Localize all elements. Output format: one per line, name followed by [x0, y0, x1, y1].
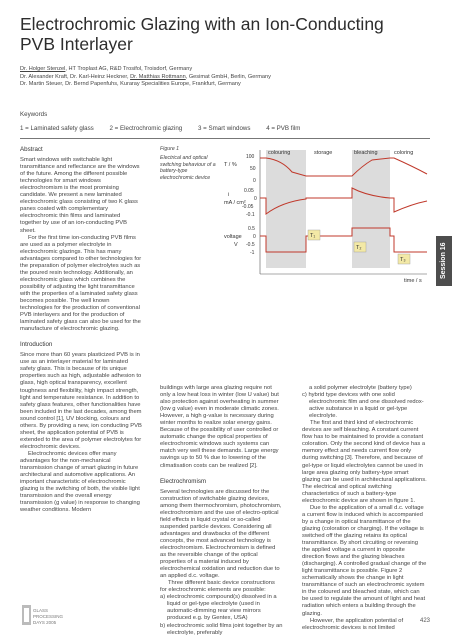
author-affiliation-2: , Gesimat GmbH, Berlin, Germany: [185, 73, 271, 80]
keywords-heading: Keywords: [20, 111, 48, 118]
keyword: 2 = Electrochromic glazing: [109, 125, 183, 132]
t-tick: 50: [250, 166, 256, 172]
x-axis-label: time / s: [404, 278, 422, 284]
electrochromism-heading: Electrochromism: [160, 477, 207, 485]
body-paragraph: Three different basic device constructions for electrochromic elements are possible:: [160, 580, 275, 594]
figure-caption: [160, 146, 220, 181]
column-1: [20, 146, 143, 514]
i-tick: 0: [254, 196, 257, 202]
svg-text:DAYS 2005: DAYS 2005: [33, 620, 57, 625]
authors-gesimat: Dr. Alexander Kraft, Dr. Karl-Heinz Heckner,: [20, 73, 131, 80]
abstract-paragraph: Smart windows with switchable light transmittance and reflectance are the windows of the future. Among the different possible technologies for smart windows electrochromism is the most promising candidate. We present a new laminated electrochromic glass consisting of two K glass panes coated with complementary electrochromic thin films and laminated together by use of an ion-conducting PVB sheet.: [20, 157, 140, 234]
phase-label: bleaching: [354, 150, 378, 156]
t-axis-label: T / %: [224, 162, 237, 168]
phase-band-colouring: [266, 150, 306, 268]
author-stenzel: Dr. Holger Stenzel: [20, 66, 66, 72]
body-paragraph: Due to the application of a small d.c. voltage a current flow is induced which is accompanied by a change in optical transmittance of the glazing (coloration or charging). If the voltage is switched off the glazing retains its optical transmittance. By short circuiting or reversing the applied voltage a current in opposite direction flows and the glazing bleaches (discharging). A controlled gradual change of the light transmittance is possible. Figure 2 schematically shows the change in light transmittance of such an electrochromic system in the coloured and bleached state, which can be used to regulate the amount of light and heat radiation which enters a building through the glazing.: [302, 504, 427, 617]
introduction-heading: Introduction: [20, 341, 53, 349]
marker-label: T₂: [356, 245, 362, 251]
authors-kuraray: Dr. Martin Steuer, Dr. Bernd Papenfuhs, Kuraray Specialities Europe, Frankfurt, Germany: [20, 81, 241, 87]
column-3: [302, 385, 427, 632]
body-paragraph: Several technologies are discussed for the construction of switchable glazing devices, among them thermochromism, photochromism, electrochromism and the use of electro-optical field effects in liquid crystal or so-called suspended particle devices. Considering all advantages and drawbacks of the different concepts, the most advanced technology is electrochromism. Electrochromism is defined as the reversible change of the optical properties of a material induced by electrochemical oxidation and reduction due to an applied d.c. voltage.: [160, 488, 282, 580]
introduction-paragraph: Since more than 60 years plasticized PVB is in use as an interlayer material for laminated safety glass. This is because of its unique properties such as high, adjustable adhesion to glass, high optical transparency, excellent toughness and flexibility, high impact strength, light and temperature resistance. In addition to safety glass features, other functionalities have been included in the last decades, among them sound control [1], UV blocking, colours and others. By providing a new, ion conducting PVB sheet, the application potential of PVB is extended to the area of polymer electrolytes for electrochromic devices.: [20, 352, 142, 450]
t-tick: 0: [253, 178, 256, 184]
paper-title: Electrochromic Glazing with an Ion-Conducting PVB Interlayer: [20, 14, 384, 54]
v-tick: -0.5: [246, 242, 255, 248]
body-paragraph: buildings with large area glazing require not only a low heat loss in winter (low U value) but also protection against overheating in summer (low g value) even in moderate climatic zones. However, a high g-value is necessary during winter months to realize solar energy gains. Because of the possibility of user controlled or automatic change the optical properties of electrochromic windows such systems can match very well these demands. Large energy savings up to 50 % due to lowering of the climatisation costs can be realized [2].: [160, 385, 279, 469]
body-paragraph: However, the application potential of electrochromic devices is not limited: [302, 617, 404, 631]
session-tab: Session 16: [436, 236, 452, 286]
i-tick: -0.1: [246, 212, 255, 218]
phase-label: colouring: [268, 150, 291, 156]
abstract-paragraph: For the first time ion-conducting PVB films are used as a polymer electrolyte in electrochromic glazings. This has many advantages compared to other technologies for the preparation of polymer electrolytes such as the poured resin technology. Additionally, an electrochromic glass which combines the possibility of adjusting the light transmittance with the properties of a laminated safety glass becomes possible. The well known technologies for the production of conventional PVB interlayers and for the production of laminated safety glass can also be used for the manufacture of electrochromic glazing.: [20, 234, 142, 333]
list-item-continued: a solid polymer electrolyte (battery type): [309, 385, 412, 391]
keyword: 1 = Laminated safety glass: [20, 125, 94, 132]
svg-text:GLASS: GLASS: [33, 608, 49, 613]
author-list: [20, 66, 420, 89]
author-rottmann: Dr. Matthias Rottmann: [130, 73, 186, 80]
abstract-heading: Abstract: [20, 146, 43, 153]
svg-text:PROCESSING: PROCESSING: [33, 614, 64, 619]
phase-label: storage: [314, 150, 333, 156]
marker-label: T₃: [400, 257, 406, 263]
i-tick: -0.05: [242, 204, 254, 210]
keyword: 3 = Smart windows: [198, 125, 251, 132]
list-item: c) hybrid type devices with one solid electrochromic film and one dissolved redox-active substance in a liquid or gel-type electrolyte.: [302, 392, 424, 420]
v-tick: 0: [253, 234, 256, 240]
keywords-list: [20, 125, 430, 132]
i-axis-label: mA / cm²: [224, 200, 246, 206]
author-affiliation-1: , HT Troplast AG, R&D Trosifol, Troisdorf, Germany: [65, 66, 193, 72]
v-axis-label: voltage: [224, 234, 242, 240]
i-tick: 0.05: [244, 188, 254, 194]
divider: [20, 138, 430, 139]
phase-label: coloring: [394, 150, 414, 156]
v-unit: V: [234, 242, 238, 248]
marker-label: T₁: [310, 233, 316, 239]
introduction-paragraph: Electrochromic devices offer many advantages for the non-mechanical transmission change of smart glazing in future architectural and automotive applications. An important characteristic of electrochromic glazing is the switching of both, the visible light transmission and the overall energy transmission (g value) in response to changing weather conditions. Modern: [20, 450, 140, 514]
v-tick: -1: [250, 250, 255, 256]
body-paragraph: The first and third kind of electrochromic devices are self bleaching. A constant current flow has to be maintained to provide a constant coloration. Only the second kind of device has a memory effect and needs current flow only during switching [3]. Therefore, and because of gel-type or liquid electrolytes cannot be used in large area glazing only battery-type smart glazing can be used in architectural applications. The electrical and optical switching characteristics of such a battery-type electrochromic device are shown in figure 1.: [302, 420, 427, 504]
figure-caption-text: Electrical and optical switching behaviour of a battery-type electrochromic device: [160, 155, 216, 181]
column-2: [160, 385, 283, 637]
list-item: b) electrochromic solid films joint together by an electrolyte, preferably: [160, 622, 283, 636]
i-axis-label-top: i: [228, 192, 230, 198]
figure-switching-plot: [222, 146, 432, 286]
list-item: a) electrochromic compound(s) dissolved in a liquid or gel-type electrolyte (used in automatic-dimming rear view mirrors produced e.g. by Gentex, USA): [160, 594, 277, 622]
v-axis-label-top: 0.5: [248, 226, 255, 232]
keyword: 4 = PVB film: [266, 125, 301, 132]
figure-label: Figure 1: [160, 146, 180, 152]
t-tick: 100: [246, 154, 255, 160]
page-number: 423: [419, 618, 430, 624]
glass-processing-days-logo: [22, 603, 72, 629]
